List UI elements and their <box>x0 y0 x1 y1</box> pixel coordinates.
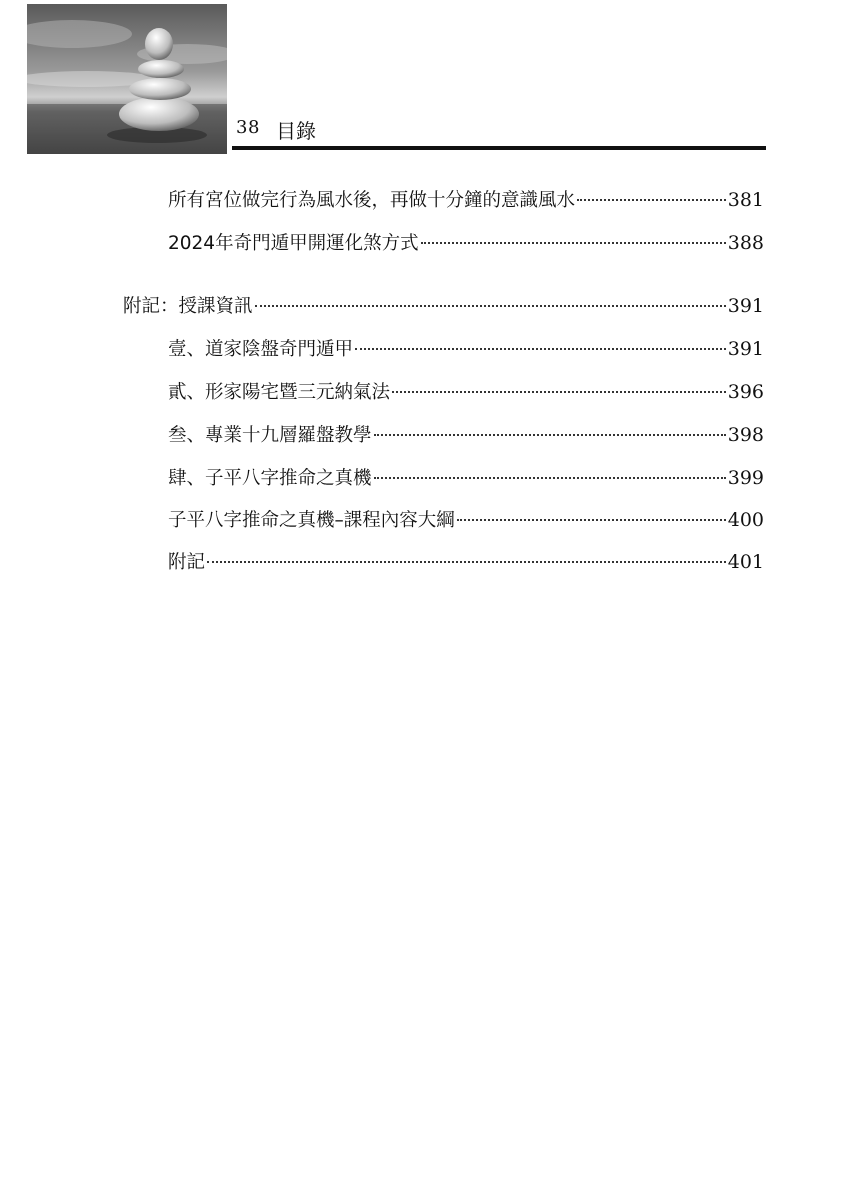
toc-entry-page: 381 <box>727 189 764 211</box>
toc-entry[interactable] <box>168 506 764 536</box>
toc-dot-leader <box>255 305 726 307</box>
toc-entry-title: 肆、子平八字推命之真機 <box>168 468 372 489</box>
toc-dot-leader <box>374 434 726 436</box>
toc-entry-page: 391 <box>727 295 764 317</box>
toc-entry[interactable] <box>168 186 764 216</box>
toc-entry-title: 附記：授課資訊 <box>123 296 253 317</box>
toc-dot-leader <box>457 519 726 521</box>
toc-entry-title: 附記 <box>168 552 206 573</box>
header-divider <box>232 146 766 150</box>
toc-entry[interactable] <box>168 548 764 578</box>
toc-entry-title: 壹、道家陰盤奇門遁甲 <box>168 339 354 360</box>
toc-entry-title: 叁、專業十九層羅盤教學 <box>168 425 372 446</box>
toc-entry[interactable] <box>168 229 764 259</box>
toc-entry[interactable] <box>168 378 764 408</box>
section-title: 目錄 <box>276 119 316 143</box>
toc-entry-page: 396 <box>727 381 764 403</box>
toc-dot-leader <box>355 348 726 350</box>
toc-entry-page: 398 <box>727 424 764 446</box>
toc-entry-page: 399 <box>727 467 764 489</box>
toc-dot-leader <box>392 391 726 393</box>
toc-dot-leader <box>421 242 726 244</box>
toc-entry-title: 2024年奇門遁甲開運化煞方式 <box>168 233 419 254</box>
toc-entry-page: 388 <box>727 232 764 254</box>
toc-entry-title: 子平八字推命之真機–課程內容大綱 <box>168 510 455 531</box>
toc-dot-leader <box>577 199 726 201</box>
stacked-stones-icon <box>27 4 227 154</box>
toc-entry-title: 所有宮位做完行為風水後，再做十分鐘的意識風水 <box>168 190 576 211</box>
toc-entry[interactable] <box>123 292 764 322</box>
toc-entry[interactable] <box>168 335 764 365</box>
toc-entry-title: 貳、形家陽宅暨三元納氣法 <box>168 382 391 403</box>
toc-dot-leader <box>207 561 726 563</box>
page-number: 38 <box>236 117 260 138</box>
toc-entry-page: 400 <box>727 509 764 531</box>
toc-entry-page: 391 <box>727 338 764 360</box>
toc-entry[interactable] <box>168 464 764 494</box>
toc-entry-page: 401 <box>727 551 764 573</box>
toc-dot-leader <box>374 477 726 479</box>
toc-entry[interactable] <box>168 421 764 451</box>
